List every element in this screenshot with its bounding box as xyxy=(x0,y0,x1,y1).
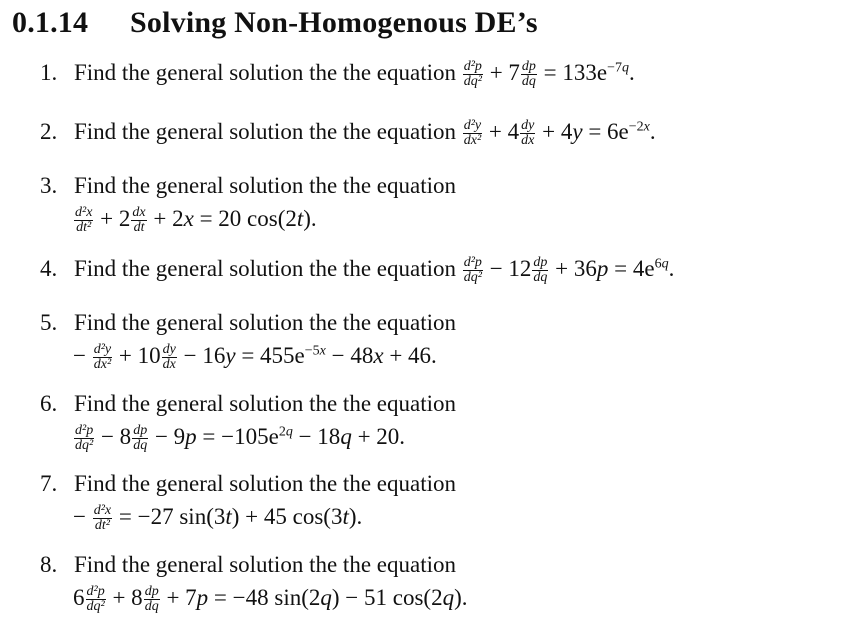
problem-prompt: Find the general solution the the equation xyxy=(74,173,456,198)
problem-3 xyxy=(40,173,456,236)
problem-prompt: Find the general solution the the equation xyxy=(74,391,456,416)
problem-prompt: Find the general solution the the equation xyxy=(74,256,456,281)
problem-number: 8. xyxy=(40,552,58,577)
problem-number: 4. xyxy=(40,256,58,281)
problem-prompt: Find the general solution the the equation xyxy=(74,552,456,577)
problem-equation: − $\frac{\text{d²x}}{\text{dt²}}$ = −27 sin(3t) + 45 cos(3t). xyxy=(73,503,363,534)
problem-prompt: Find the general solution the the equation xyxy=(74,471,456,496)
problem-prompt: Find the general solution the the equation xyxy=(74,119,456,144)
problem-number: 7. xyxy=(40,471,58,496)
section-title: Solving Non-Homogenous DE’s xyxy=(130,6,538,39)
problem-6 xyxy=(40,391,456,454)
problem-equation: $\frac{\text{d²p}}{\text{dq²}}$ − 8 $\frac{dp}{dq}$ − $9p = -105e^{2q} - 18q + 20$. xyxy=(75,423,406,454)
problem-prompt: Find the general solution the the equation xyxy=(74,310,456,335)
problem-5 xyxy=(40,310,456,373)
problem-number: 3. xyxy=(40,173,58,198)
problem-2 xyxy=(40,119,656,148)
problem-equation: 6 $\frac{\text{d²p}}{\text{dq²}}$ + 8 $\frac{dp}{dq}$ + 7p = −48 sin(2q) − 51 cos(2q). xyxy=(73,584,468,615)
problem-equation: $\frac{\text{d²p}}{\text{dq²}}$ − 12 $\frac{dp}{dq}$ + $36p = 4e^{6q}$. xyxy=(463,255,675,286)
problem-number: 1. xyxy=(40,60,58,85)
problem-number: 2. xyxy=(40,119,58,144)
problem-prompt: Find the general solution the the equation xyxy=(74,60,456,85)
problem-number: 6. xyxy=(40,391,58,416)
problem-number: 5. xyxy=(40,310,58,335)
problem-4 xyxy=(40,256,674,285)
problem-1 xyxy=(40,60,635,89)
problem-equation: $\frac{\text{d²p}}{\text{dq²}}$ + 7 $\frac{dp}{dq}$ = $133e^{-7q}$. xyxy=(463,59,635,90)
problem-equation: − $\frac{\text{d²y}}{\text{dx²}}$ + 10 $\frac{dy}{dx}$ − $16y = 455e^{-5x} - 48x + 46$. xyxy=(73,342,437,373)
section-heading xyxy=(12,6,538,40)
section-number: 0.1.14 xyxy=(12,6,89,39)
problem-equation: $\frac{\text{d²y}}{\text{dx²}}$ + 4 $\frac{dy}{dx}$ + $4y = 6e^{-2x}$. xyxy=(463,118,656,149)
problem-8 xyxy=(40,552,468,615)
problem-7 xyxy=(40,471,456,534)
problem-equation: $\frac{\text{d²x}}{\text{dt²}}$ + 2 $\frac{dx}{dt}$ + 2x = 20 cos(2t). xyxy=(75,205,317,236)
